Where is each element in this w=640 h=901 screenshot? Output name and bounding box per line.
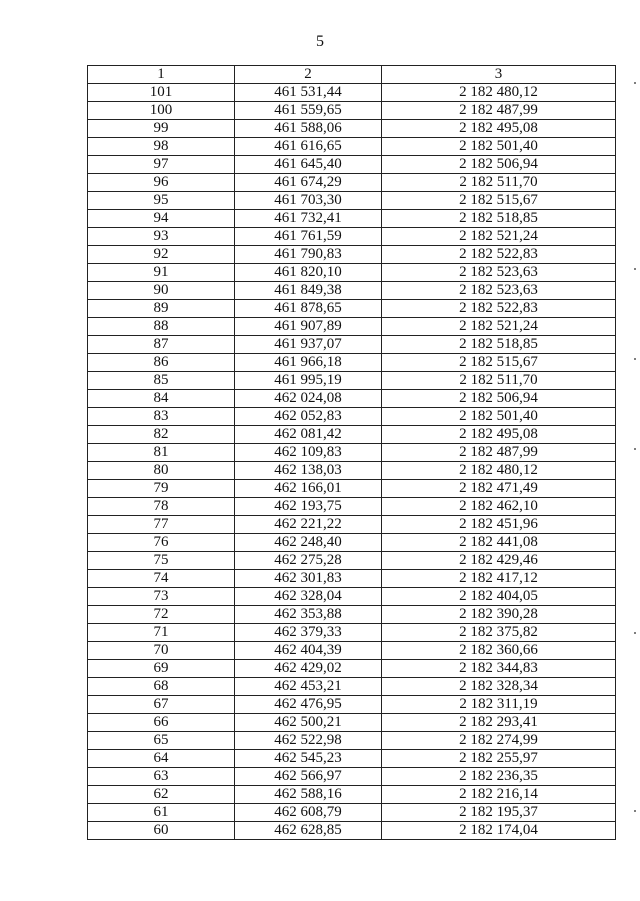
x-coordinate-cell: 461 531,44 [235,84,382,102]
y-coordinate-cell: 2 182 451,96 [382,516,616,534]
scan-edge-mark [634,448,636,450]
table-row [88,300,616,318]
x-coordinate-cell: 462 404,39 [235,642,382,660]
table-row [88,552,616,570]
point-number-cell: 76 [88,534,235,552]
y-coordinate-cell: 2 182 360,66 [382,642,616,660]
x-coordinate-cell: 462 522,98 [235,732,382,750]
point-number-cell: 99 [88,120,235,138]
x-coordinate-cell: 462 500,21 [235,714,382,732]
x-coordinate-cell: 462 545,23 [235,750,382,768]
x-coordinate-cell: 461 849,38 [235,282,382,300]
point-number-cell: 78 [88,498,235,516]
table-row [88,264,616,282]
point-number-cell: 100 [88,102,235,120]
x-coordinate-cell: 462 248,40 [235,534,382,552]
point-number-cell: 88 [88,318,235,336]
table-row [88,714,616,732]
x-coordinate-cell: 462 024,08 [235,390,382,408]
y-coordinate-cell: 2 182 375,82 [382,624,616,642]
point-number-cell: 101 [88,84,235,102]
table-row [88,606,616,624]
x-coordinate-cell: 462 221,22 [235,516,382,534]
column-header-3: 3 [382,66,616,84]
table-row [88,822,616,840]
y-coordinate-cell: 2 182 506,94 [382,390,616,408]
point-number-cell: 85 [88,372,235,390]
scan-edge-mark [634,268,636,270]
point-number-cell: 75 [88,552,235,570]
point-number-cell: 90 [88,282,235,300]
x-coordinate-cell: 462 301,83 [235,570,382,588]
x-coordinate-cell: 462 608,79 [235,804,382,822]
table-row [88,354,616,372]
y-coordinate-cell: 2 182 521,24 [382,318,616,336]
table-row [88,480,616,498]
y-coordinate-cell: 2 182 522,83 [382,246,616,264]
point-number-cell: 96 [88,174,235,192]
y-coordinate-cell: 2 182 523,63 [382,264,616,282]
column-header-1: 1 [88,66,235,84]
x-coordinate-cell: 461 703,30 [235,192,382,210]
column-header-2: 2 [235,66,382,84]
point-number-cell: 80 [88,462,235,480]
x-coordinate-cell: 462 588,16 [235,786,382,804]
y-coordinate-cell: 2 182 462,10 [382,498,616,516]
point-number-cell: 60 [88,822,235,840]
point-number-cell: 77 [88,516,235,534]
y-coordinate-cell: 2 182 195,37 [382,804,616,822]
table-row [88,642,616,660]
point-number-cell: 95 [88,192,235,210]
y-coordinate-cell: 2 182 501,40 [382,138,616,156]
table-row [88,318,616,336]
table-row [88,120,616,138]
scan-edge-mark [634,632,636,634]
point-number-cell: 72 [88,606,235,624]
table-row [88,156,616,174]
point-number-cell: 70 [88,642,235,660]
y-coordinate-cell: 2 182 404,05 [382,588,616,606]
table-row [88,138,616,156]
point-number-cell: 61 [88,804,235,822]
table-row [88,786,616,804]
x-coordinate-cell: 462 476,95 [235,696,382,714]
point-number-cell: 98 [88,138,235,156]
x-coordinate-cell: 461 878,65 [235,300,382,318]
y-coordinate-cell: 2 182 501,40 [382,408,616,426]
y-coordinate-cell: 2 182 511,70 [382,372,616,390]
x-coordinate-cell: 462 453,21 [235,678,382,696]
table-row [88,804,616,822]
table-body [88,84,616,840]
page-number: 5 [316,33,324,50]
table-row [88,174,616,192]
table-row [88,624,616,642]
y-coordinate-cell: 2 182 344,83 [382,660,616,678]
x-coordinate-cell: 461 907,89 [235,318,382,336]
table-row [88,678,616,696]
table-row [88,408,616,426]
point-number-cell: 86 [88,354,235,372]
y-coordinate-cell: 2 182 390,28 [382,606,616,624]
scan-edge-mark [634,810,636,812]
coordinates-table [87,65,616,840]
table-row [88,732,616,750]
point-number-cell: 74 [88,570,235,588]
point-number-cell: 82 [88,426,235,444]
y-coordinate-cell: 2 182 441,08 [382,534,616,552]
x-coordinate-cell: 462 109,83 [235,444,382,462]
y-coordinate-cell: 2 182 311,19 [382,696,616,714]
x-coordinate-cell: 462 429,02 [235,660,382,678]
y-coordinate-cell: 2 182 429,46 [382,552,616,570]
y-coordinate-cell: 2 182 487,99 [382,444,616,462]
table-row [88,750,616,768]
x-coordinate-cell: 461 559,65 [235,102,382,120]
table-row [88,336,616,354]
x-coordinate-cell: 461 995,19 [235,372,382,390]
table-header-row [88,66,616,84]
y-coordinate-cell: 2 182 518,85 [382,210,616,228]
y-coordinate-cell: 2 182 518,85 [382,336,616,354]
y-coordinate-cell: 2 182 216,14 [382,786,616,804]
x-coordinate-cell: 462 081,42 [235,426,382,444]
x-coordinate-cell: 462 193,75 [235,498,382,516]
x-coordinate-cell: 462 328,04 [235,588,382,606]
x-coordinate-cell: 462 379,33 [235,624,382,642]
y-coordinate-cell: 2 182 511,70 [382,174,616,192]
x-coordinate-cell: 462 353,88 [235,606,382,624]
x-coordinate-cell: 461 645,40 [235,156,382,174]
point-number-cell: 81 [88,444,235,462]
point-number-cell: 64 [88,750,235,768]
table-row [88,426,616,444]
table-row [88,102,616,120]
point-number-cell: 65 [88,732,235,750]
y-coordinate-cell: 2 182 293,41 [382,714,616,732]
table-row [88,696,616,714]
table-row [88,228,616,246]
table-row [88,444,616,462]
point-number-cell: 67 [88,696,235,714]
scan-edge-mark [634,82,636,84]
y-coordinate-cell: 2 182 495,08 [382,426,616,444]
point-number-cell: 92 [88,246,235,264]
x-coordinate-cell: 461 820,10 [235,264,382,282]
y-coordinate-cell: 2 182 487,99 [382,102,616,120]
x-coordinate-cell: 461 674,29 [235,174,382,192]
point-number-cell: 91 [88,264,235,282]
y-coordinate-cell: 2 182 495,08 [382,120,616,138]
table-row [88,462,616,480]
point-number-cell: 69 [88,660,235,678]
table-row [88,282,616,300]
y-coordinate-cell: 2 182 515,67 [382,192,616,210]
table-row [88,660,616,678]
y-coordinate-cell: 2 182 471,49 [382,480,616,498]
point-number-cell: 97 [88,156,235,174]
x-coordinate-cell: 462 052,83 [235,408,382,426]
point-number-cell: 84 [88,390,235,408]
table-row [88,534,616,552]
x-coordinate-cell: 461 616,65 [235,138,382,156]
x-coordinate-cell: 462 138,03 [235,462,382,480]
point-number-cell: 93 [88,228,235,246]
y-coordinate-cell: 2 182 274,99 [382,732,616,750]
y-coordinate-cell: 2 182 236,35 [382,768,616,786]
x-coordinate-cell: 462 628,85 [235,822,382,840]
y-coordinate-cell: 2 182 522,83 [382,300,616,318]
table-row [88,570,616,588]
y-coordinate-cell: 2 182 480,12 [382,84,616,102]
y-coordinate-cell: 2 182 506,94 [382,156,616,174]
table-row [88,210,616,228]
x-coordinate-cell: 461 937,07 [235,336,382,354]
y-coordinate-cell: 2 182 521,24 [382,228,616,246]
point-number-cell: 87 [88,336,235,354]
y-coordinate-cell: 2 182 328,34 [382,678,616,696]
table-row [88,390,616,408]
scan-edge-mark [634,358,636,360]
x-coordinate-cell: 462 275,28 [235,552,382,570]
point-number-cell: 62 [88,786,235,804]
point-number-cell: 83 [88,408,235,426]
table-row [88,516,616,534]
x-coordinate-cell: 461 966,18 [235,354,382,372]
table-row [88,372,616,390]
x-coordinate-cell: 461 761,59 [235,228,382,246]
table-row [88,498,616,516]
point-number-cell: 79 [88,480,235,498]
y-coordinate-cell: 2 182 174,04 [382,822,616,840]
point-number-cell: 66 [88,714,235,732]
y-coordinate-cell: 2 182 515,67 [382,354,616,372]
table-row [88,588,616,606]
point-number-cell: 89 [88,300,235,318]
table-row [88,84,616,102]
table-row [88,246,616,264]
y-coordinate-cell: 2 182 255,97 [382,750,616,768]
table-row [88,768,616,786]
table-row [88,192,616,210]
point-number-cell: 63 [88,768,235,786]
y-coordinate-cell: 2 182 480,12 [382,462,616,480]
y-coordinate-cell: 2 182 417,12 [382,570,616,588]
point-number-cell: 94 [88,210,235,228]
x-coordinate-cell: 461 588,06 [235,120,382,138]
x-coordinate-cell: 462 566,97 [235,768,382,786]
point-number-cell: 71 [88,624,235,642]
x-coordinate-cell: 461 732,41 [235,210,382,228]
point-number-cell: 68 [88,678,235,696]
y-coordinate-cell: 2 182 523,63 [382,282,616,300]
x-coordinate-cell: 461 790,83 [235,246,382,264]
x-coordinate-cell: 462 166,01 [235,480,382,498]
point-number-cell: 73 [88,588,235,606]
